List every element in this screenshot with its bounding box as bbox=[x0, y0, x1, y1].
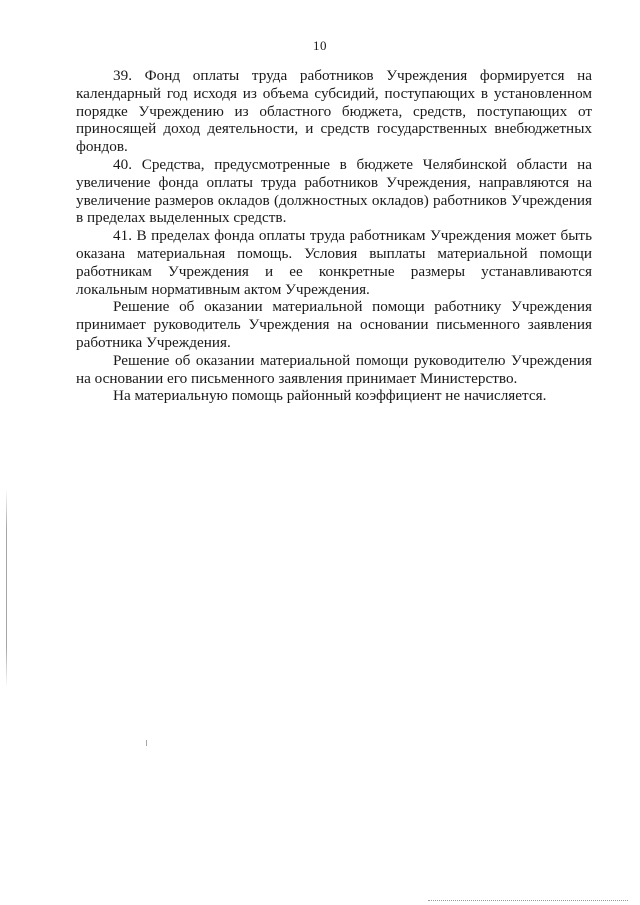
paragraph-decision-head: Решение об оказании материальной помощи руководителю Учреждения на основании его письменного заявления принимает Министерство. bbox=[76, 351, 592, 387]
paragraph-40: 40. Средства, предусмотренные в бюджете Челябинской области на увеличение фонда оплаты труда работников Учреждения, направляются на увеличение размеров окладов (должностных окладов) работников Учреждения в пределах выделенных средств. bbox=[76, 155, 592, 227]
document-body bbox=[76, 67, 592, 405]
paragraph-regional-coefficient: На материальную помощь районный коэффициент не начисляется. bbox=[113, 387, 547, 405]
scan-bottom-edge bbox=[428, 900, 628, 902]
scan-dust-mark bbox=[146, 740, 147, 746]
scan-edge-mark bbox=[6, 488, 7, 688]
paragraph-decision-employee: Решение об оказании материальной помощи работнику Учреждения принимает руководитель Учреждения на основании письменного заявления работника Учреждения. bbox=[76, 298, 592, 351]
page-number: 10 bbox=[313, 38, 327, 53]
paragraph-39: 39. Фонд оплаты труда работников Учреждения формируется на календарный год исходя из объема субсидий, поступающих в установленном порядке Учреждению из областного бюджета, средств, поступающих от приносящей доход деятельности, и средств государственных внебюджетных фондов. bbox=[76, 67, 592, 156]
paragraph-41: 41. В пределах фонда оплаты труда работникам Учреждения может быть оказана материальная помощь. Условия выплаты материальной помощи работникам Учреждения и ее конкретные размеры устанавливаются локальным нормативным актом Учреждения. bbox=[76, 227, 592, 298]
